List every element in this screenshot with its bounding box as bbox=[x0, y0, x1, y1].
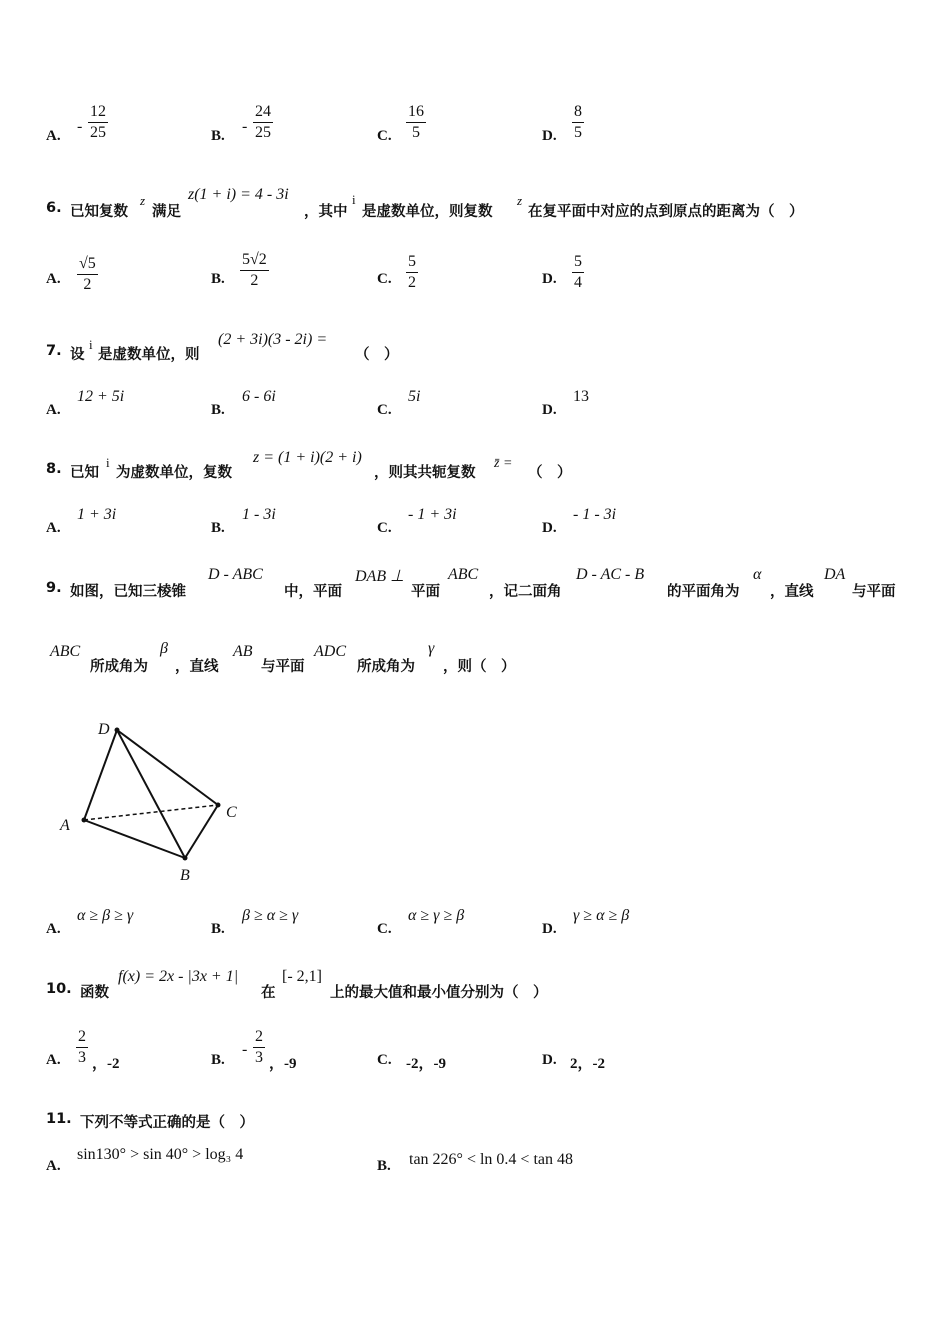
vertex-b bbox=[183, 856, 188, 861]
q10-option-b-sign: - bbox=[242, 1041, 248, 1058]
q8-expression: z = (1 + i)(2 + i) bbox=[253, 449, 362, 466]
q5-option-c-fraction: 16 5 bbox=[408, 103, 424, 141]
q6-i: i bbox=[352, 192, 356, 207]
q8-option-b-value: 1 - 3i bbox=[242, 506, 276, 523]
q8-i: i bbox=[106, 455, 110, 470]
q9-option-b-value: β ≥ α ≥ γ bbox=[242, 907, 299, 924]
q7-text-3: （ ） bbox=[355, 347, 399, 363]
q8-conjugate: z̄ = bbox=[494, 456, 513, 471]
q7-expression: (2 + 3i)(3 - 2i) = bbox=[218, 331, 328, 348]
q10-number: 10. bbox=[46, 981, 72, 997]
q9-math-1: D - ABC bbox=[208, 566, 263, 583]
q6-z2: z bbox=[517, 193, 523, 208]
tetrahedron-figure bbox=[55, 712, 255, 887]
q8-option-d-value: - 1 - 3i bbox=[573, 506, 617, 523]
edge-bc bbox=[185, 805, 218, 858]
q8-number: 8. bbox=[46, 461, 62, 477]
q8-option-c-label: C. bbox=[377, 520, 392, 536]
q8-text-3: ，则其共轭复数 bbox=[374, 465, 476, 481]
q10-option-d-label: D. bbox=[542, 1052, 557, 1068]
q7-number: 7. bbox=[46, 343, 62, 359]
q7-text-1: 设 bbox=[70, 347, 85, 363]
q11-option-b-value: tan 226° < ln 0.4 < tan 48 bbox=[409, 1151, 573, 1168]
label-a: A bbox=[60, 817, 70, 834]
q9-math-8: β bbox=[160, 640, 168, 657]
q5-option-c-label: C. bbox=[377, 128, 392, 144]
q11-option-a-value: sin130° > sin 40° > log₃ 4 bbox=[77, 1146, 244, 1163]
q6-option-d-label: D. bbox=[542, 271, 557, 287]
q10-option-b-fraction: 2 3 bbox=[255, 1028, 263, 1066]
label-c: C bbox=[226, 804, 237, 821]
q5-option-a-label: A. bbox=[46, 128, 61, 144]
q9-text-11: 所成角为 bbox=[357, 659, 415, 675]
q6-option-b-label: B. bbox=[211, 271, 225, 287]
q9-math-7: ABC bbox=[50, 643, 81, 660]
q7-option-a-value: 12 + 5i bbox=[77, 388, 125, 405]
q11-number: 11. bbox=[46, 1111, 72, 1127]
q6-text-3: ，其中 bbox=[304, 204, 348, 220]
edge-dc bbox=[117, 730, 218, 805]
q6-z: z bbox=[140, 193, 146, 208]
q5-option-a-fraction: 12 25 bbox=[90, 103, 106, 141]
edge-db bbox=[117, 730, 185, 858]
q8-option-a-label: A. bbox=[46, 520, 61, 536]
q9-text-10: 与平面 bbox=[261, 659, 305, 675]
q9-option-a-value: α ≥ β ≥ γ bbox=[77, 907, 134, 924]
q9-text-6: ，直线 bbox=[770, 584, 814, 600]
q9-option-c-label: C. bbox=[377, 921, 392, 937]
q6-text-5: 在复平面中对应的点到原点的距离为（ ） bbox=[528, 204, 804, 220]
q9-option-b-label: B. bbox=[211, 921, 225, 937]
q5-option-a-sign: - bbox=[77, 118, 83, 135]
q7-option-d-value: 13 bbox=[573, 388, 589, 405]
q10-expression: f(x) = 2x - |3x + 1| bbox=[118, 968, 239, 985]
q9-math-4: D - AC - B bbox=[576, 566, 645, 583]
q6-text-4: 是虚数单位，则复数 bbox=[362, 204, 493, 220]
q10-option-a-fraction: 2 3 bbox=[78, 1028, 86, 1066]
q9-option-c-value: α ≥ γ ≥ β bbox=[408, 907, 465, 924]
q9-math-3: ABC bbox=[448, 566, 479, 583]
q8-option-a-value: 1 + 3i bbox=[77, 506, 117, 523]
q6-text-1: 已知复数 bbox=[70, 204, 128, 220]
q5-option-d-fraction: 8 5 bbox=[574, 103, 582, 141]
vertex-d bbox=[115, 728, 120, 733]
q9-option-d-label: D. bbox=[542, 921, 557, 937]
q9-math-2: DAB ⊥ bbox=[355, 568, 405, 585]
vertex-c bbox=[216, 803, 221, 808]
q8-option-d-label: D. bbox=[542, 520, 557, 536]
q9-number: 9. bbox=[46, 580, 62, 596]
q7-option-b-label: B. bbox=[211, 402, 225, 418]
q7-option-c-label: C. bbox=[377, 402, 392, 418]
q9-option-d-value: γ ≥ α ≥ β bbox=[573, 907, 630, 924]
q5-option-b-sign: - bbox=[242, 118, 248, 135]
q9-text-1: 如图，已知三棱锥 bbox=[70, 584, 186, 600]
q9-math-6: DA bbox=[824, 566, 846, 583]
q9-text-7: 与平面 bbox=[852, 584, 896, 600]
q7-option-a-label: A. bbox=[46, 402, 61, 418]
q6-option-a-fraction: √5 2 bbox=[79, 255, 96, 293]
q8-text-1: 已知 bbox=[70, 465, 99, 481]
q11-text-1: 下列不等式正确的是（ ） bbox=[80, 1115, 254, 1131]
q9-math-10: ADC bbox=[314, 643, 346, 660]
q5-option-b-label: B. bbox=[211, 128, 225, 144]
q10-option-b-tail: ，-9 bbox=[269, 1056, 297, 1072]
q10-interval: [- 2,1] bbox=[282, 968, 322, 985]
edge-da bbox=[84, 730, 117, 820]
q9-math-11: γ bbox=[428, 640, 435, 657]
q9-text-12: ，则（ ） bbox=[443, 659, 516, 675]
q9-option-a-label: A. bbox=[46, 921, 61, 937]
q6-option-c-label: C. bbox=[377, 271, 392, 287]
q10-option-c-value: -2，-9 bbox=[406, 1056, 446, 1072]
q7-option-d-label: D. bbox=[542, 402, 557, 418]
q9-text-2: 中，平面 bbox=[284, 584, 342, 600]
q9-math-9: AB bbox=[233, 643, 253, 660]
q7-option-b-value: 6 - 6i bbox=[242, 388, 276, 405]
q7-text-2: 是虚数单位，则 bbox=[98, 347, 200, 363]
vertex-a bbox=[82, 818, 87, 823]
q6-option-d-fraction: 5 4 bbox=[574, 253, 582, 291]
label-b: B bbox=[180, 867, 190, 884]
q9-text-4: ，记二面角 bbox=[489, 584, 562, 600]
q8-option-c-value: - 1 + 3i bbox=[408, 506, 457, 523]
q5-option-b-fraction: 24 25 bbox=[255, 103, 271, 141]
q6-option-b-fraction: 5√2 2 bbox=[242, 251, 267, 289]
q8-option-b-label: B. bbox=[211, 520, 225, 536]
q6-option-a-label: A. bbox=[46, 271, 61, 287]
q11-option-a-label: A. bbox=[46, 1158, 61, 1174]
q9-text-5: 的平面角为 bbox=[667, 584, 740, 600]
q10-text-1: 函数 bbox=[80, 985, 109, 1001]
q10-option-c-label: C. bbox=[377, 1052, 392, 1068]
edge-ab bbox=[84, 820, 185, 858]
q7-i: i bbox=[89, 337, 93, 352]
q7-option-c-value: 5i bbox=[408, 388, 421, 405]
q9-text-8: 所成角为 bbox=[90, 659, 148, 675]
q6-text-2: 满足 bbox=[152, 204, 181, 220]
label-d: D bbox=[98, 721, 110, 738]
q8-text-4: （ ） bbox=[528, 465, 572, 481]
q9-text-3: 平面 bbox=[411, 584, 440, 600]
q9-math-5: α bbox=[753, 566, 762, 583]
q6-option-c-fraction: 5 2 bbox=[408, 253, 416, 291]
q11-option-b-label: B. bbox=[377, 1158, 391, 1174]
q10-text-3: 上的最大值和最小值分别为（ ） bbox=[330, 985, 548, 1001]
q9-text-9: ，直线 bbox=[175, 659, 219, 675]
q6-number: 6. bbox=[46, 200, 62, 216]
q10-option-d-value: 2，-2 bbox=[570, 1056, 605, 1072]
q10-option-b-label: B. bbox=[211, 1052, 225, 1068]
edge-ac-hidden bbox=[84, 805, 218, 820]
q10-text-2: 在 bbox=[261, 985, 276, 1001]
q6-expression: z(1 + i) = 4 - 3i bbox=[188, 186, 289, 203]
q10-option-a-label: A. bbox=[46, 1052, 61, 1068]
q10-option-a-tail: ，-2 bbox=[92, 1056, 120, 1072]
q5-option-d-label: D. bbox=[542, 128, 557, 144]
q8-text-2: 为虚数单位，复数 bbox=[116, 465, 232, 481]
